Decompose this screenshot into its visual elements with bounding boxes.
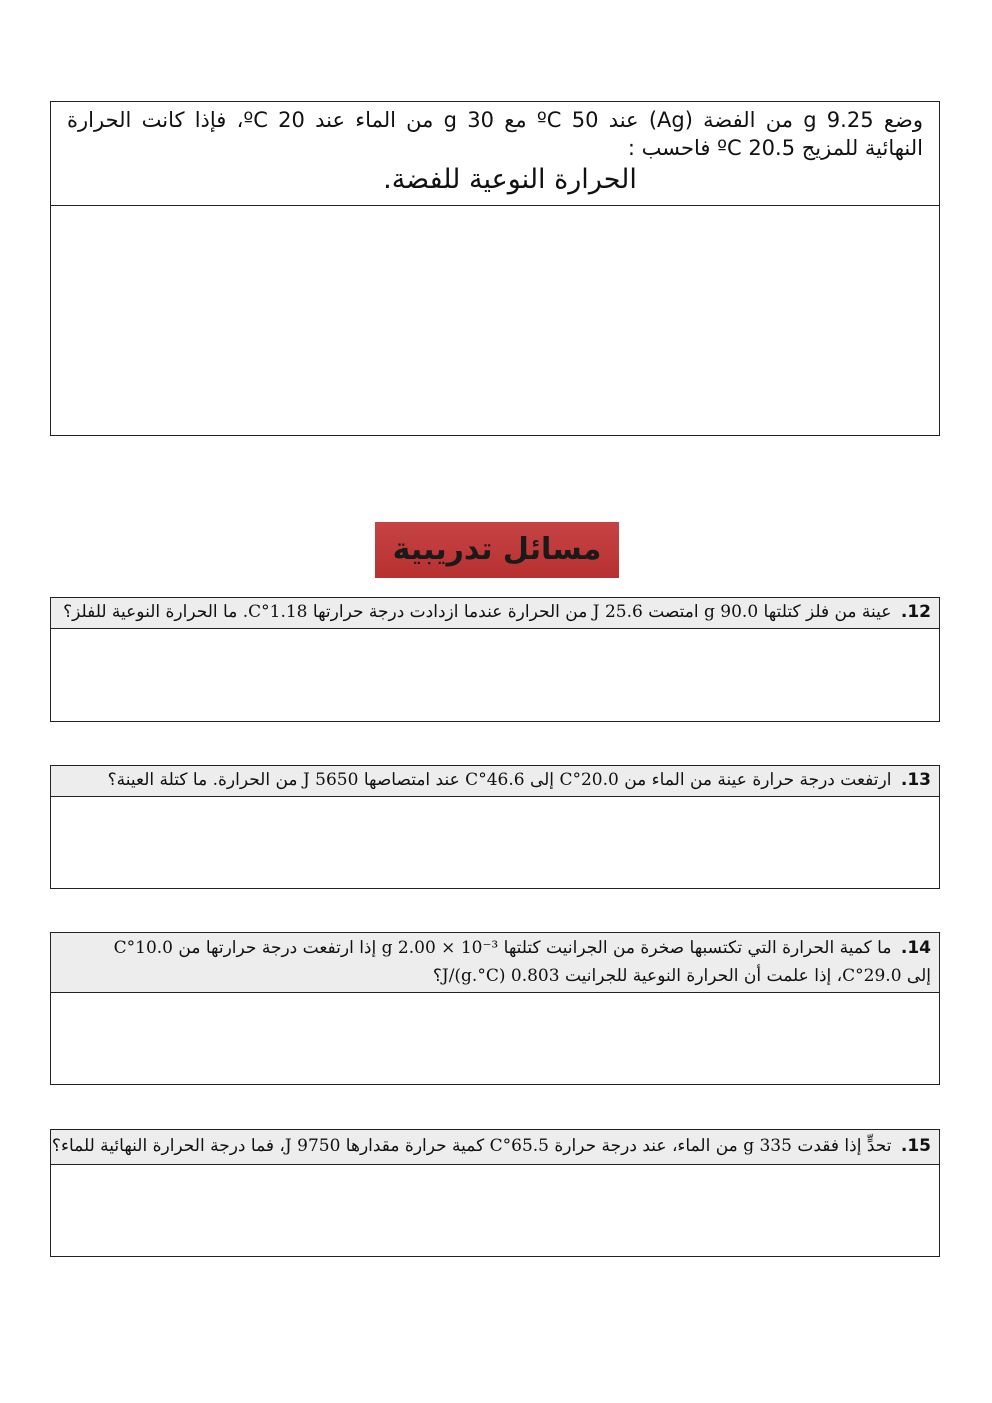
problem-statement (51, 102, 939, 206)
exercise-line-1 (59, 934, 931, 962)
exercise-text: عينة من فلز كتلتها g 90.0 امتصت J 25.6 من الحرارة عندما ازدادت درجة حرارتها 1.18°C. ما الحرارة النوعية للفلز؟ (63, 602, 892, 622)
exercise-number: 13. (900, 770, 931, 790)
exercise-question (51, 766, 939, 797)
section-heading: مسائل تدريبية (375, 522, 619, 578)
exercise-box (50, 597, 940, 722)
exercise-question (51, 1130, 939, 1165)
exercise-text: ارتفعت درجة حرارة عينة من الماء من 20.0°C إلى 46.6°C عند امتصاصها J 5650 من الحرارة. ما كتلة العينة؟ (107, 770, 892, 790)
exercise-question (51, 598, 939, 629)
problem-box (50, 101, 940, 436)
exercise-number: 14. (900, 938, 931, 958)
exercise-box (50, 1129, 940, 1257)
answer-area[interactable] (51, 1165, 939, 1256)
answer-area[interactable] (51, 797, 939, 888)
problem-line-2: النهائية للمزيج 20.5 ºC فاحسب : (627, 136, 923, 160)
answer-area[interactable] (51, 629, 939, 721)
exercise-number: 15. (900, 1136, 931, 1156)
exercise-number: 12. (900, 602, 931, 622)
exercise-box (50, 765, 940, 889)
answer-area[interactable] (51, 993, 939, 1084)
exercise-text: تحدٍّ إذا فقدت g 335 من الماء، عند درجة حرارة 65.5°C كمية حرارة مقدارها J 9750، فما درجة الحرارة النهائية للماء؟ (51, 1136, 892, 1156)
problem-line-1: وضع g 9.25 من الفضة (Ag) عند 50 ºC مع g 30 من الماء عند 20 ºC، فإذا كانت الحرارة (67, 108, 923, 132)
problem-line-3: الحرارة النوعية للفضة. (383, 164, 637, 195)
answer-area[interactable] (51, 206, 939, 435)
exercise-text: ما كمية الحرارة التي تكتسبها صخرة من الجرانيت كتلتها g ‎2.00 × 10⁻³‎ إذا ارتفعت درجة حرارتها من 10.0°C (113, 938, 892, 958)
exercise-line-2: إلى 29.0°C، إذا علمت أن الحرارة النوعية للجرانيت 0.803 J/(g.°C)؟ (432, 966, 931, 986)
exercise-box (50, 932, 940, 1085)
exercise-question (51, 933, 939, 993)
